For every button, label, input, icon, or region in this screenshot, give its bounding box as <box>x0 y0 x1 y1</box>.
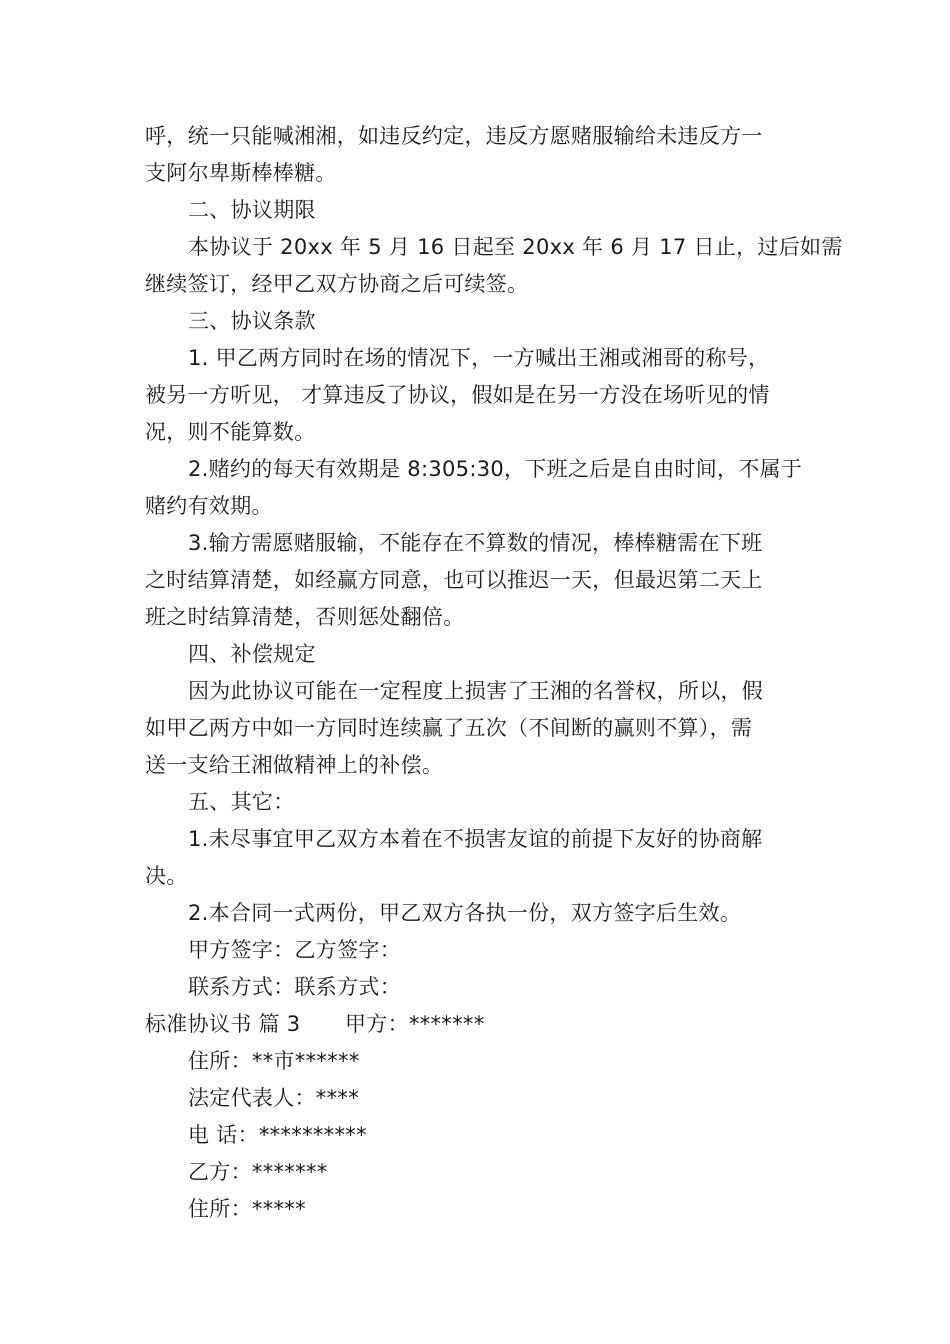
paragraph-line: 因为此协议可能在一定程度上损害了王湘的名誉权，所以，假 <box>188 679 764 703</box>
paragraph-line: 如甲乙两方中如一方同时连续赢了五次（不间断的赢则不算），需 <box>145 716 753 740</box>
section-heading-other: 五、其它： <box>188 790 295 814</box>
clause-line: 2.赌约的每天有效期是 8:305:30，下班之后是自由时间，不属于 <box>188 457 803 481</box>
legal-representative-field: 法定代表人：**** <box>188 1086 359 1110</box>
document-body <box>145 118 843 1228</box>
section-3-title: 标准协议书 篇 3 <box>145 1012 301 1036</box>
clause-line: 3.输方需愿赌服输，不能存在不算数的情况，棒棒糖需在下班 <box>188 531 763 555</box>
paragraph-line: 呼，统一只能喊湘湘，如违反约定，违反方愿赌服输给未违反方一 <box>145 124 763 148</box>
address-field-b: 住所：***** <box>188 1197 306 1221</box>
section-3-header <box>145 1006 810 1043</box>
clause-line: 班之时结算清楚，否则惩处翻倍。 <box>145 605 465 629</box>
clause-line: 被另一方听见， 才算违反了协议，假如是在另一方没在场听见的情 <box>145 383 770 407</box>
paragraph-line: 本协议于 20xx 年 5 月 16 日起至 20xx 年 6 月 17 日止，过后如需 <box>188 235 843 259</box>
contact-line: 联系方式：联系方式： <box>188 975 401 999</box>
section-heading-term: 二、协议期限 <box>188 198 316 222</box>
section-heading-clauses: 三、协议条款 <box>188 309 316 333</box>
clause-line: 况，则不能算数。 <box>145 420 316 444</box>
clause-line: 之时结算清楚，如经赢方同意，也可以推迟一天，但最迟第二天上 <box>145 568 763 592</box>
paragraph-line: 支阿尔卑斯棒棒糖。 <box>145 161 337 185</box>
phone-field: 电 话：********** <box>188 1123 367 1147</box>
party-a-field: 甲方：******* <box>345 1012 485 1036</box>
paragraph-line: 继续签订，经甲乙双方协商之后可续签。 <box>145 272 529 296</box>
clause-line: 1.未尽事宜甲乙双方本着在不损害友谊的前提下友好的协商解 <box>188 827 763 851</box>
address-field: 住所：**市****** <box>188 1049 360 1073</box>
party-b-field: 乙方：******* <box>188 1160 328 1184</box>
clause-line: 决。 <box>145 864 188 888</box>
section-heading-compensation: 四、补偿规定 <box>188 642 316 666</box>
clause-line: 1. 甲乙两方同时在场的情况下，一方喊出王湘或湘哥的称号， <box>188 346 770 370</box>
signature-line: 甲方签字：乙方签字： <box>188 938 401 962</box>
paragraph-line: 送一支给王湘做精神上的补偿。 <box>145 753 444 777</box>
clause-line: 赌约有效期。 <box>145 494 273 518</box>
clause-line: 2.本合同一式两份，甲乙双方各执一份，双方签字后生效。 <box>188 901 742 925</box>
